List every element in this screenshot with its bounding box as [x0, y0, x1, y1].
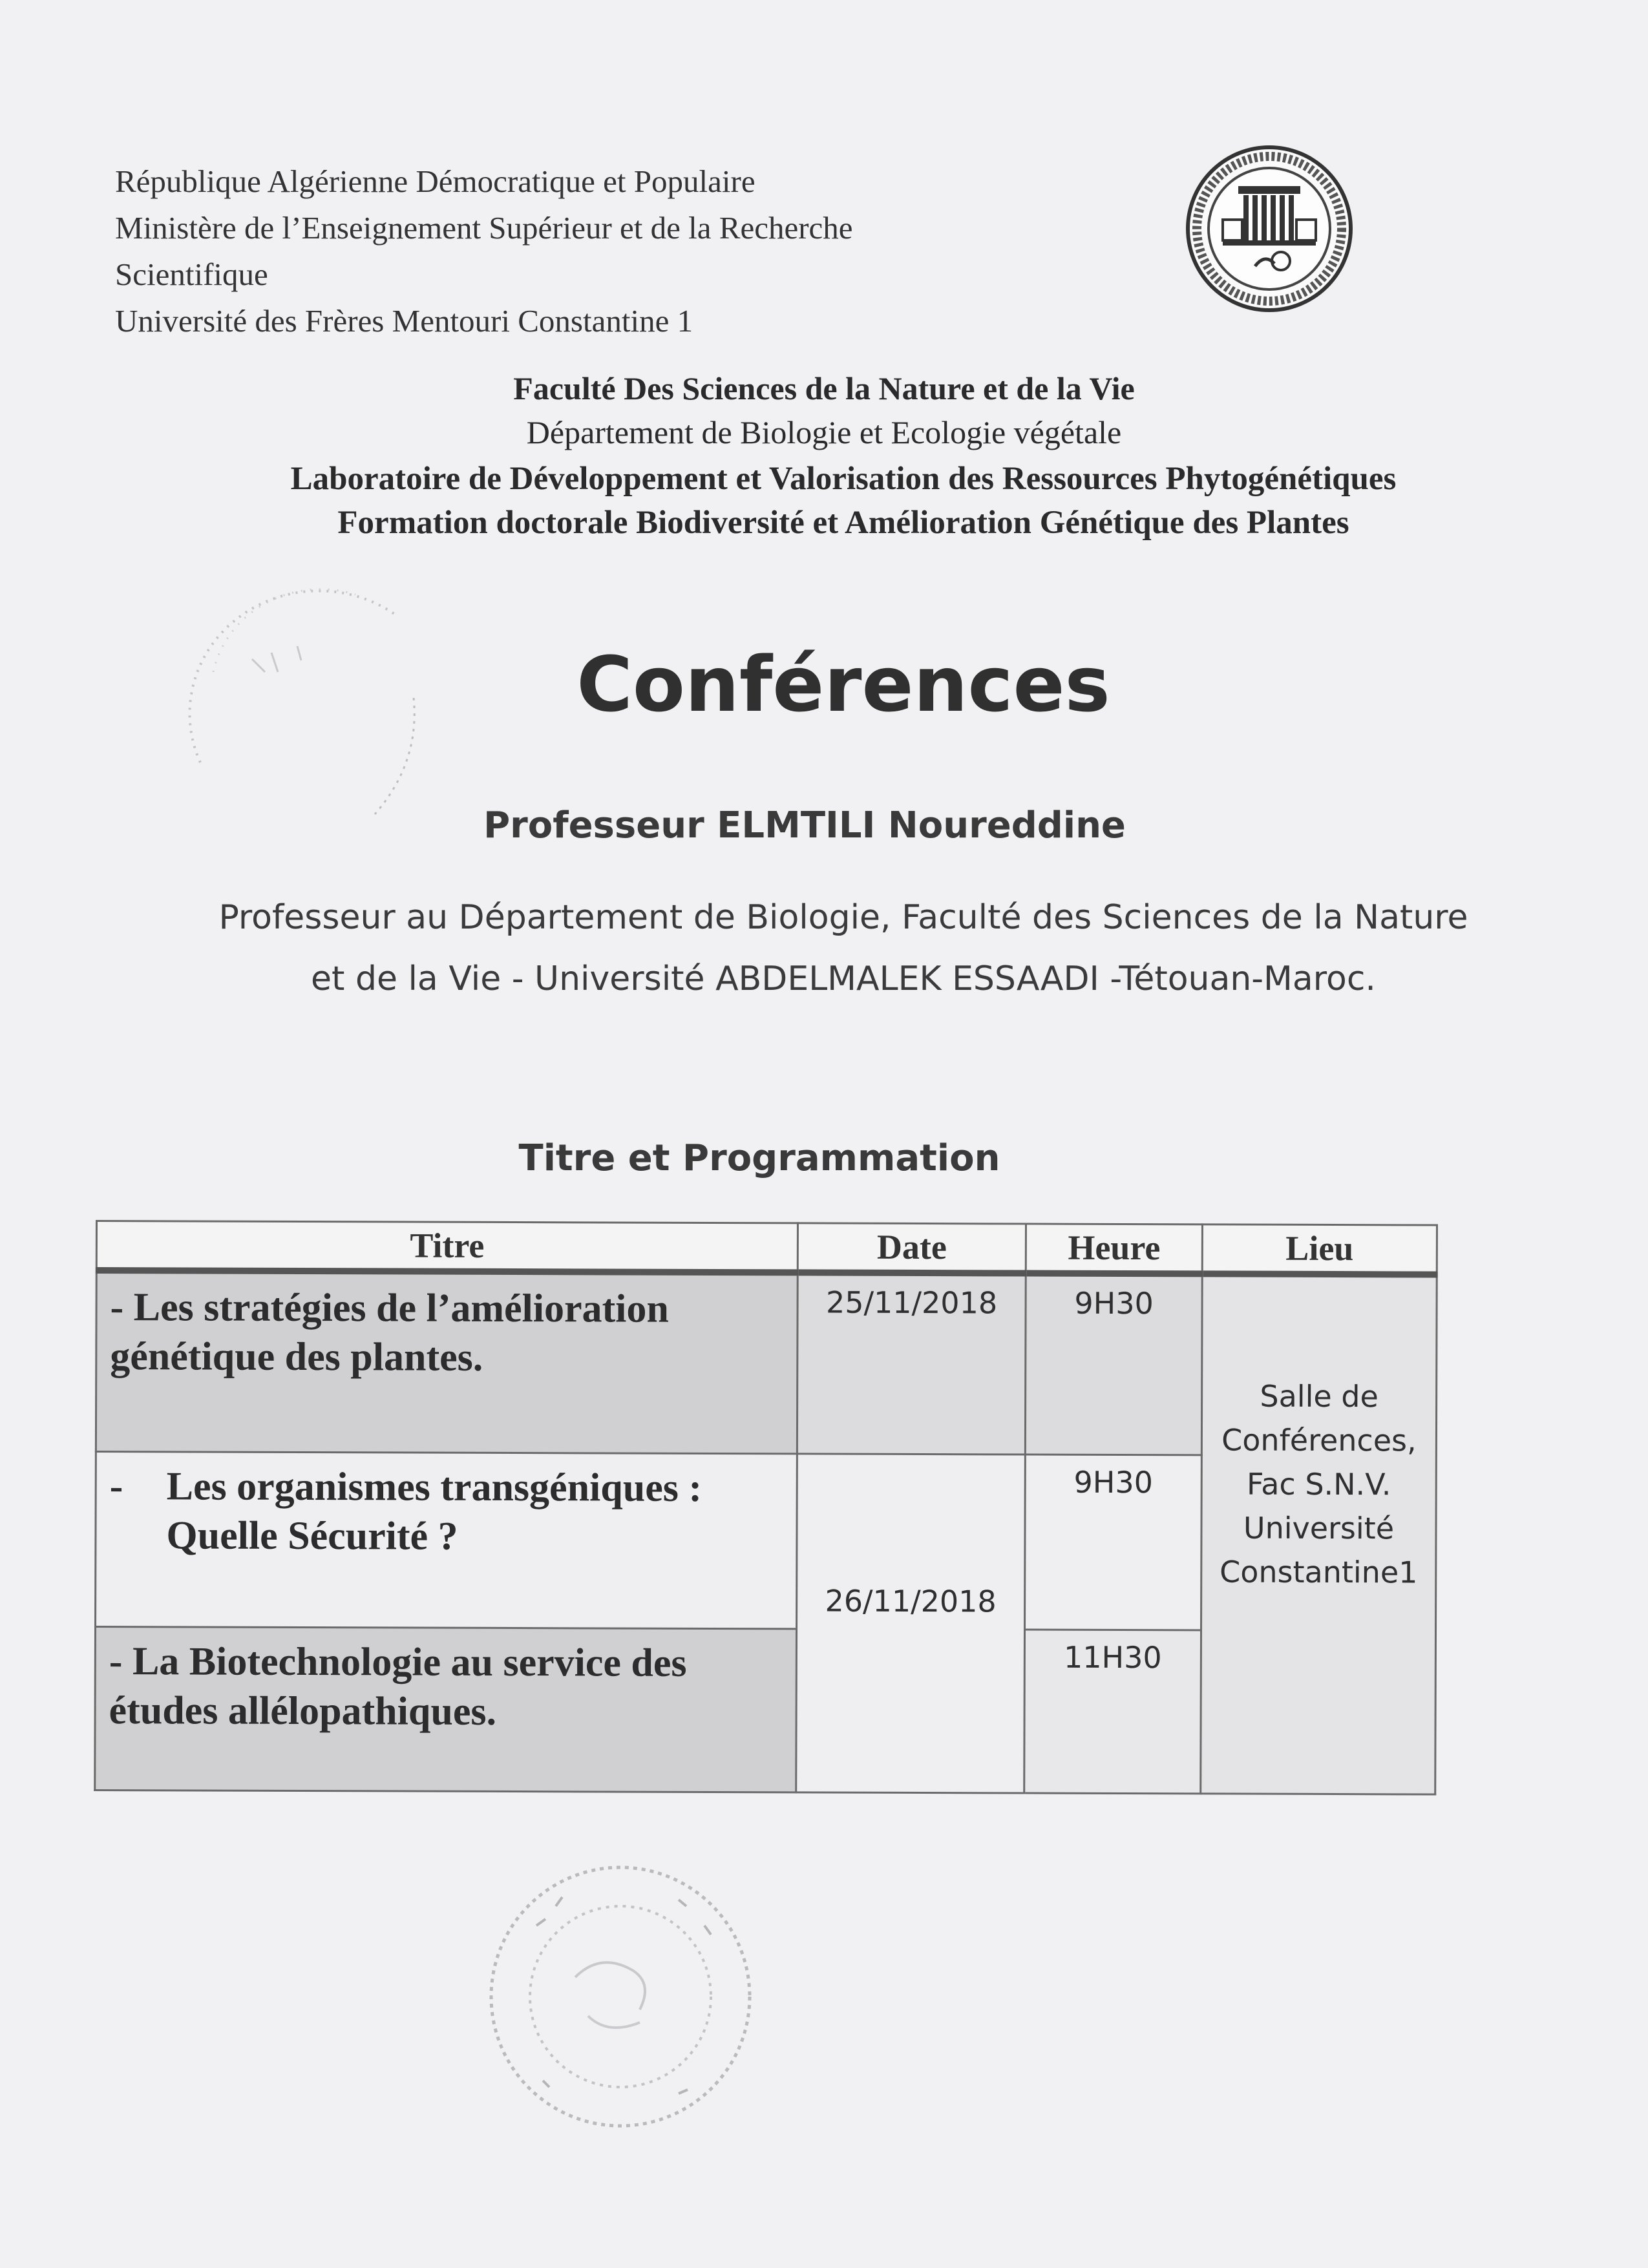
location-cell — [1201, 1274, 1437, 1794]
talk-time-1: 9H30 — [1025, 1274, 1202, 1455]
talk-title-2-label: Les organismes transgéniques : Quelle Sécurité ? — [166, 1464, 703, 1559]
location-line: Conférences, — [1221, 1422, 1417, 1458]
ministry-line-cont: Scientifique — [115, 257, 268, 292]
location-line: Fac S.N.V. — [1246, 1466, 1391, 1502]
faculty-name: Faculté Des Sciences de la Nature et de la Vie — [513, 370, 1135, 406]
section-title: Titre et Programmation — [518, 1137, 1000, 1179]
formation-name: Formation doctorale Biodiversité et Amélioration Génétique des Plantes — [337, 505, 1349, 541]
department-name: Département de Biologie et Ecologie végétale — [526, 414, 1122, 450]
table-header-row — [96, 1221, 1437, 1275]
talk-time-3: 11H30 — [1024, 1630, 1201, 1794]
schedule-table — [94, 1220, 1438, 1796]
professor-name: Professeur ELMTILI Noureddine — [483, 804, 1126, 846]
university-seal-icon — [1184, 143, 1355, 314]
talk-title-2-text — [109, 1462, 783, 1562]
location-line: Salle de — [1260, 1378, 1379, 1414]
affiliation-line-1: Professeur au Département de Biologie, Faculté des Sciences de la Nature — [218, 898, 1468, 937]
university-line: Université des Frères Mentouri Constantine 1 — [115, 303, 693, 339]
header-titre: Titre — [96, 1221, 798, 1273]
affiliation-line-2: et de la Vie - Université ABDELMALEK ESSAADI -Tétouan-Maroc. — [311, 960, 1376, 998]
page-title: Conférences — [576, 640, 1110, 729]
header-lieu: Lieu — [1202, 1224, 1437, 1275]
republic-line: République Algérienne Démocratique et Populaire — [115, 163, 755, 199]
talk-date-2: 26/11/2018 — [796, 1454, 1026, 1793]
talk-title-2 — [96, 1452, 798, 1629]
location-line: Constantine1 — [1220, 1554, 1418, 1590]
talk-title-1: - Les stratégies de l’amélioration génétique des plantes. — [96, 1270, 798, 1454]
bullet-dash: - — [109, 1464, 123, 1509]
ministry-line: Ministère de l’Enseignement Supérieur et de la Recherche — [115, 210, 853, 246]
header-heure: Heure — [1026, 1224, 1202, 1274]
table-row — [96, 1270, 1437, 1456]
government-header — [115, 158, 853, 344]
location-line: Université — [1243, 1510, 1395, 1546]
header-date: Date — [798, 1223, 1026, 1274]
talk-title-3: - La Biotechnologie au service des études allélopathiques. — [95, 1627, 797, 1792]
round-stamp-icon — [465, 1848, 776, 2152]
talk-time-2: 9H30 — [1025, 1454, 1202, 1630]
laboratory-name: Laboratoire de Développement et Valorisation des Ressources Phytogénétiques — [290, 461, 1397, 497]
talk-date-1: 25/11/2018 — [797, 1272, 1026, 1454]
